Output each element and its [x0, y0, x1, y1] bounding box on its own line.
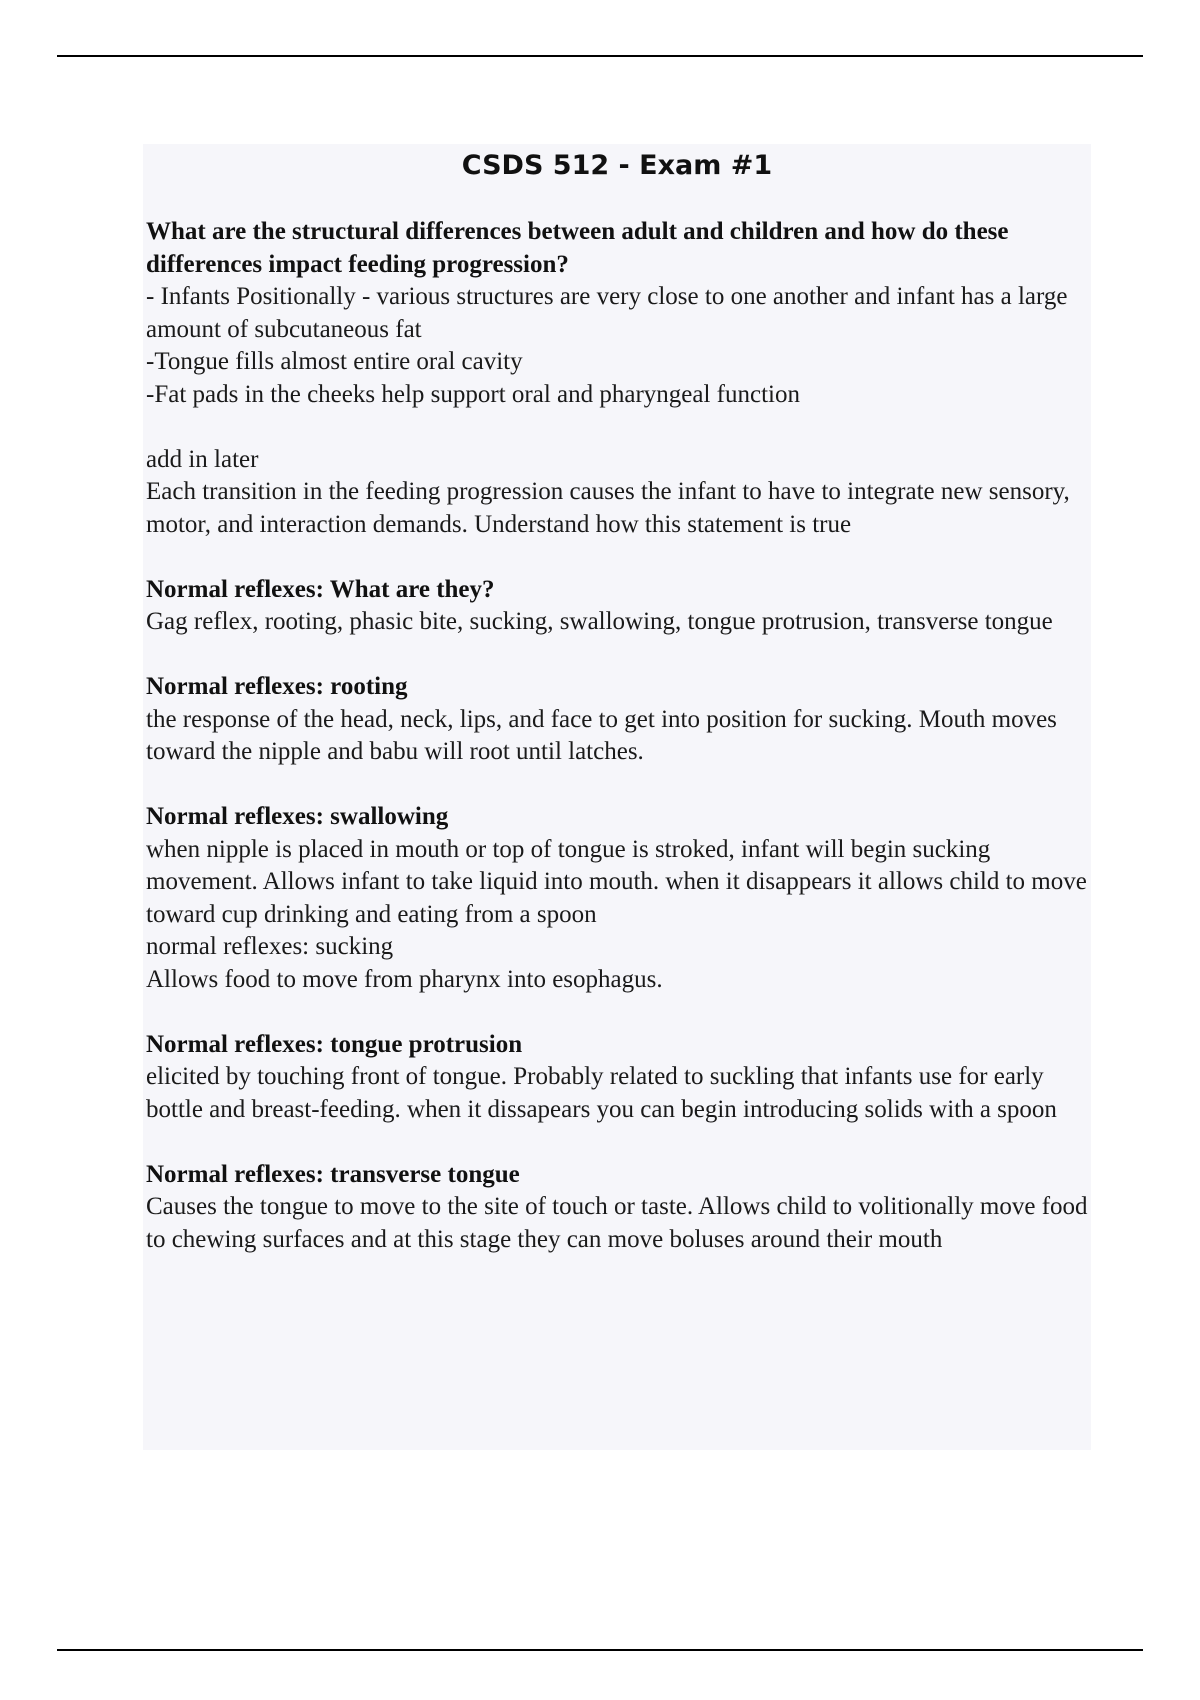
section-question: Normal reflexes: swallowing	[146, 803, 449, 830]
section-gap	[146, 541, 1096, 574]
answer-line: when nipple is placed in mouth or top of tongue is stroked, infant will begin sucking movement. Allows infant to take liquid into mouth. when it disappears it allows child to move toward cup drinking and eating from a spoon	[146, 835, 1087, 928]
section-gap	[146, 996, 1096, 1029]
section-question: Normal reflexes: What are they?	[146, 575, 495, 603]
section-question: Normal reflexes: rooting	[146, 673, 408, 700]
document-title: CSDS 512 - Exam #1	[461, 150, 773, 181]
answer-line: Causes the tongue to move to the site of touch or taste. Allows child to volitionally move food to chewing surfaces and at this stage they can move boluses around their mouth	[146, 1193, 1088, 1253]
section-transverse-tongue	[146, 1159, 1096, 1257]
answer-line: -Fat pads in the cheeks help support oral and pharyngeal function	[146, 380, 800, 408]
page-bottom-rule	[57, 1649, 1143, 1651]
section-gap	[146, 769, 1096, 802]
section-gap	[146, 1126, 1096, 1159]
section-normal-reflexes	[146, 574, 1096, 639]
answer-line: Allows food to move from pharynx into esophagus.	[146, 965, 663, 993]
answer-line: -Tongue fills almost entire oral cavity	[146, 348, 523, 375]
answer-line: - Infants Positionally - various structures are very close to one another and infant has a large amount of subcutaneous fat	[146, 283, 1068, 343]
answer-line: the response of the head, neck, lips, and face to get into position for sucking. Mouth moves toward the nipple and babu will root until latches.	[146, 705, 1057, 765]
document-body	[146, 216, 1096, 1256]
section-swallowing	[146, 801, 1096, 996]
answer-line: elicited by touching front of tongue. Probably related to suckling that infants use for early bottle and breast-feeding. when it dissapears you can begin introducing solids with a spoon	[146, 1063, 1057, 1123]
section-tongue-protrusion	[146, 1029, 1096, 1127]
page-top-rule	[57, 55, 1143, 57]
answer-line: Gag reflex, rooting, phasic bite, sucking, swallowing, tongue protrusion, transverse tongue	[146, 608, 1053, 635]
section-question: Normal reflexes: transverse tongue	[146, 1160, 520, 1188]
section-structural-differences	[146, 216, 1096, 541]
answer-line: normal reflexes: sucking	[146, 933, 394, 960]
section-question: What are the structural differences between adult and children and how do these differences impact feeding progression?	[146, 218, 1009, 278]
answer-line: Each transition in the feeding progression causes the infant to have to integrate new sensory, motor, and interaction demands. Understand how this statement is true	[146, 478, 1070, 538]
section-question: Normal reflexes: tongue protrusion	[146, 1030, 523, 1058]
section-rooting	[146, 671, 1096, 769]
section-gap	[146, 639, 1096, 672]
blank-line	[146, 411, 1096, 444]
answer-line: add in later	[146, 445, 259, 473]
